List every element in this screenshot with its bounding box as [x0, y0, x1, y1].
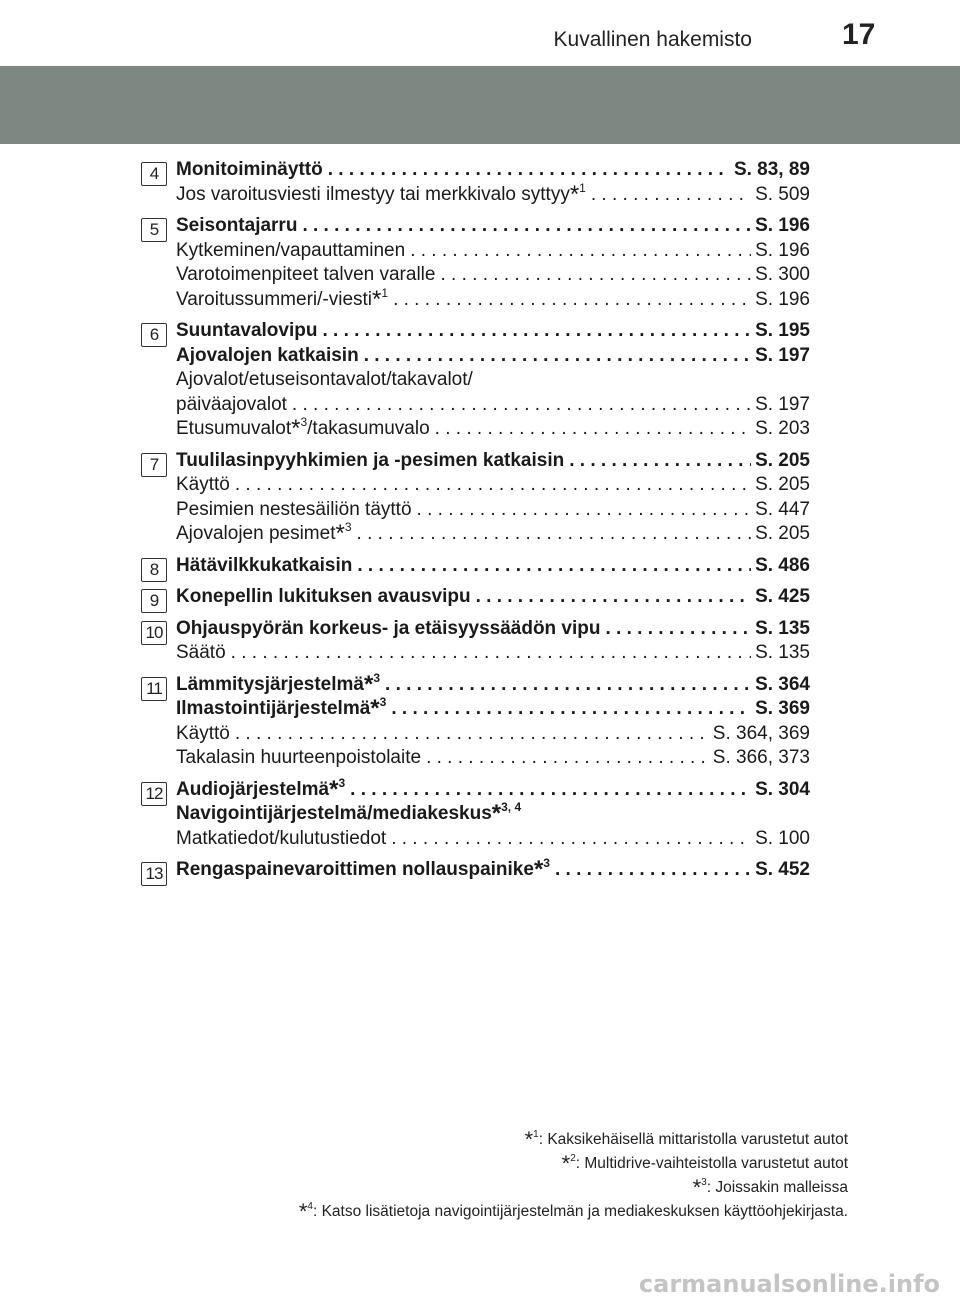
footnote-star-icon: * [569, 182, 580, 207]
index-entry [176, 802, 960, 827]
dot-leader [393, 288, 751, 313]
index-entry [176, 473, 810, 498]
entry-label-text: Navigointijärjestelmä/mediakeskus [176, 803, 492, 824]
page-reference: S. 196 [755, 215, 810, 236]
header-title: Kuvallinen hakemisto [553, 28, 752, 51]
index-section [0, 585, 960, 610]
footnote-mark: 4 [307, 1201, 313, 1212]
entry-label-text: Jos varoitusviesti ilmestyy tai merkkivalo syttyy [176, 183, 570, 205]
page-reference: S. 195 [755, 320, 810, 341]
entry-label [176, 585, 471, 610]
index-entry [176, 858, 810, 883]
index-section [0, 617, 960, 666]
footnote-mark: 3 [701, 1177, 707, 1188]
entry-label [176, 158, 323, 183]
item-number-badge: 11 [141, 677, 167, 701]
entry-label-text: Tuulilasinpyyhkimien ja -pesimen katkaisin [176, 449, 565, 471]
page-reference: S. 205 [755, 474, 810, 495]
index-entry [176, 239, 810, 264]
entry-label [176, 263, 435, 288]
dot-leader [231, 641, 751, 666]
item-number-badge: 12 [141, 782, 167, 806]
index-entry [176, 554, 810, 579]
footnote-star-icon: * [533, 858, 544, 883]
entry-label [176, 641, 226, 666]
dot-leader [350, 778, 751, 803]
item-number-badge: 13 [141, 862, 167, 886]
footnote-star-icon: * [692, 1175, 702, 1200]
footnote-star-icon: * [561, 1151, 571, 1176]
footnote-ref: 1 [579, 182, 586, 195]
index-entry [176, 449, 810, 474]
page-reference: S. 509 [755, 183, 810, 205]
index-entry [176, 344, 810, 369]
index-entry [176, 368, 960, 393]
index-entry [176, 722, 810, 747]
entry-label-text: Käyttö [176, 722, 230, 744]
entry-label [176, 344, 359, 369]
index-entry [176, 617, 810, 642]
watermark-text: carmanualsonline.info [638, 1270, 940, 1298]
entry-label [176, 722, 230, 747]
entry-label [176, 288, 388, 313]
footnote-star-icon: * [291, 417, 301, 442]
page-reference: S. 369 [755, 698, 810, 719]
dot-leader [391, 827, 751, 852]
page-reference: S. 135 [755, 617, 810, 639]
dot-leader [591, 183, 751, 208]
dot-leader [391, 697, 751, 722]
entry-label [176, 617, 601, 642]
entry-label [176, 393, 287, 418]
page-reference: S. 196 [755, 288, 810, 310]
footnote-star-icon: * [329, 777, 339, 802]
index-entry [176, 214, 810, 239]
dot-leader [357, 554, 751, 579]
entry-label-text: Lämmitysjärjestelmä [176, 673, 364, 695]
entry-label-text: Säätö [176, 642, 226, 663]
entry-label-text: Hätävilkkukatkaisin [176, 554, 353, 576]
page-reference: S. 364 [755, 673, 810, 695]
entry-label [176, 214, 297, 239]
footnote-line [299, 1152, 848, 1176]
footnote-star-icon: * [491, 800, 502, 827]
footnote-line [299, 1200, 848, 1224]
entry-label-text: Varotoimenpiteet talven varalle [176, 264, 436, 285]
index-entry [176, 288, 810, 313]
footnote-ref: 3 [373, 672, 381, 685]
entry-label [176, 239, 405, 264]
index-entry [176, 641, 810, 666]
item-number-badge: 5 [141, 218, 167, 242]
footnote-star-icon: * [524, 1127, 534, 1152]
header-divider [0, 60, 960, 63]
entry-label-text: Suuntavalovipu [176, 320, 318, 341]
entry-label-text: Monitoiminäyttö [176, 159, 323, 180]
item-number-badge: 8 [141, 558, 167, 582]
index-entry [176, 697, 810, 722]
entry-label [176, 827, 386, 852]
footnote-line [299, 1176, 848, 1200]
index-section [0, 214, 960, 312]
entry-label [176, 473, 230, 498]
index-section [0, 449, 960, 547]
index-section [0, 858, 960, 883]
index-entry [176, 158, 810, 183]
footnote-ref: 3, 4 [501, 800, 522, 814]
page-reference: S. 304 [755, 778, 810, 800]
index-section [0, 554, 960, 579]
page-number: 17 [842, 18, 876, 51]
dot-leader [235, 473, 751, 498]
footnote-star-icon: * [370, 697, 380, 722]
page-header [0, 0, 960, 60]
page-reference: S. 205 [755, 449, 810, 471]
dot-leader [292, 393, 751, 418]
dot-leader [476, 585, 751, 610]
dot-leader [426, 746, 709, 771]
entry-label-text: Ohjauspyörän korkeus- ja etäisyyssäädön vipu [176, 617, 601, 639]
entry-label [176, 319, 317, 344]
index-section [0, 319, 960, 442]
footnote-ref: 1 [381, 287, 389, 300]
page-reference: S. 83, 89 [733, 159, 810, 180]
footnote-mark: 2 [570, 1153, 576, 1164]
footnote-mark: 1 [533, 1129, 539, 1140]
footnote-ref: 3 [379, 697, 387, 709]
dot-leader [569, 449, 751, 474]
entry-label [176, 498, 412, 523]
page-reference: S. 197 [755, 393, 810, 415]
dot-leader [410, 239, 751, 264]
item-number-badge: 9 [141, 589, 167, 613]
entry-label [176, 369, 473, 390]
index-entry [176, 522, 810, 547]
index-entry [176, 746, 810, 771]
dot-leader [385, 673, 751, 698]
entry-label-text: Etusumuvalot [176, 418, 292, 439]
footnote-ref: 3 [300, 417, 308, 429]
index-entry [176, 498, 810, 523]
entry-label-text: Ajovalojen katkaisin [176, 344, 359, 366]
index-entry [176, 183, 810, 208]
footnote-text: : Kaksikehäisellä mittaristolla varustetut autot [538, 1131, 848, 1148]
index-entry [176, 778, 810, 803]
footnote-text: : Joissakin malleissa [706, 1179, 848, 1196]
entry-label-text: Matkatiedot/kulutustiedot [176, 827, 387, 849]
page-reference: S. 205 [755, 523, 810, 544]
footnote-star-icon: * [298, 1199, 308, 1224]
index-entry [176, 585, 810, 610]
footnote-star-icon: * [372, 287, 382, 312]
index-entry [176, 393, 810, 418]
page-reference: S. 425 [755, 586, 810, 607]
entry-label [176, 778, 345, 803]
index-entry [176, 263, 810, 288]
index-section [0, 158, 960, 207]
entry-label-text: Ajovalot/etuseisontavalot/takavalot/ [176, 369, 473, 390]
gray-banner [0, 66, 960, 144]
page-reference: S. 300 [755, 264, 810, 285]
dot-leader [302, 214, 751, 239]
dot-leader [364, 344, 751, 369]
entry-label-suffix: /takasumuvalo [307, 418, 430, 439]
page-reference: S. 366, 373 [712, 747, 810, 768]
entry-label [176, 417, 430, 442]
entry-label-text: Audiojärjestelmä [176, 778, 330, 800]
dot-leader [322, 319, 751, 344]
index-list [0, 158, 960, 890]
entry-label-text: päiväajovalot [176, 393, 287, 415]
entry-label [176, 858, 550, 883]
footnote-star-icon: * [364, 672, 374, 697]
entry-label-text: Takalasin huurteenpoistolaite [176, 747, 422, 768]
entry-label [176, 746, 421, 771]
page-reference: S. 197 [755, 344, 810, 366]
entry-label-text: Varoitussummeri/-viesti [176, 288, 373, 310]
index-entry [176, 417, 810, 442]
entry-label-text: Konepellin lukituksen avausvipu [176, 586, 471, 607]
page-reference: S. 364, 369 [712, 722, 810, 744]
page-reference: S. 196 [755, 239, 810, 261]
dot-leader [435, 417, 751, 442]
item-number-badge: 4 [141, 162, 167, 186]
item-number-badge: 6 [141, 323, 167, 347]
page-reference: S. 447 [755, 498, 810, 520]
entry-label-text: Pesimien nestesäiliön täyttö [176, 498, 412, 520]
dot-leader [440, 263, 751, 288]
footnote-ref: 3 [543, 858, 550, 870]
entry-label [176, 449, 564, 474]
entry-label [176, 554, 352, 579]
index-section [0, 778, 960, 852]
index-entry [176, 319, 810, 344]
entry-label-text: Seisontajarru [176, 215, 298, 236]
dot-leader [235, 722, 709, 747]
dot-leader [357, 522, 752, 547]
dot-leader [417, 498, 752, 523]
entry-label-text: Käyttö [176, 474, 230, 495]
footnote-ref: 3 [344, 522, 352, 534]
item-number-badge: 10 [141, 621, 167, 645]
footnote-star-icon: * [335, 522, 345, 547]
page-reference: S. 486 [755, 554, 810, 576]
page-reference: S. 135 [755, 642, 810, 663]
footnote-text: : Multidrive-vaihteistolla varustetut autot [575, 1155, 848, 1172]
entry-label [176, 673, 380, 698]
page-reference: S. 203 [755, 418, 810, 439]
footnote-ref: 3 [338, 777, 346, 790]
entry-label [176, 183, 586, 208]
dot-leader [606, 617, 752, 642]
footnotes [299, 1128, 848, 1224]
index-entry [176, 673, 810, 698]
footnote-line [299, 1128, 848, 1152]
entry-label-text: Rengaspainevaroittimen nollauspainike [176, 859, 534, 880]
page-reference: S. 100 [755, 827, 810, 849]
footnote-text: : Katso lisätietoja navigointijärjestelmän ja mediakeskuksen käyttöohjekirjasta. [312, 1203, 848, 1220]
entry-label [176, 800, 522, 827]
page-reference: S. 452 [755, 859, 810, 880]
dot-leader [328, 158, 730, 183]
item-number-badge: 7 [141, 453, 167, 477]
entry-label [176, 697, 386, 722]
index-section [0, 673, 960, 771]
entry-label-text: Kytkeminen/vapauttaminen [176, 239, 406, 261]
entry-label-text: Ilmastointijärjestelmä [176, 698, 371, 719]
entry-label [176, 522, 352, 547]
dot-leader [555, 858, 751, 883]
index-entry [176, 827, 810, 852]
entry-label-text: Ajovalojen pesimet [176, 523, 336, 544]
